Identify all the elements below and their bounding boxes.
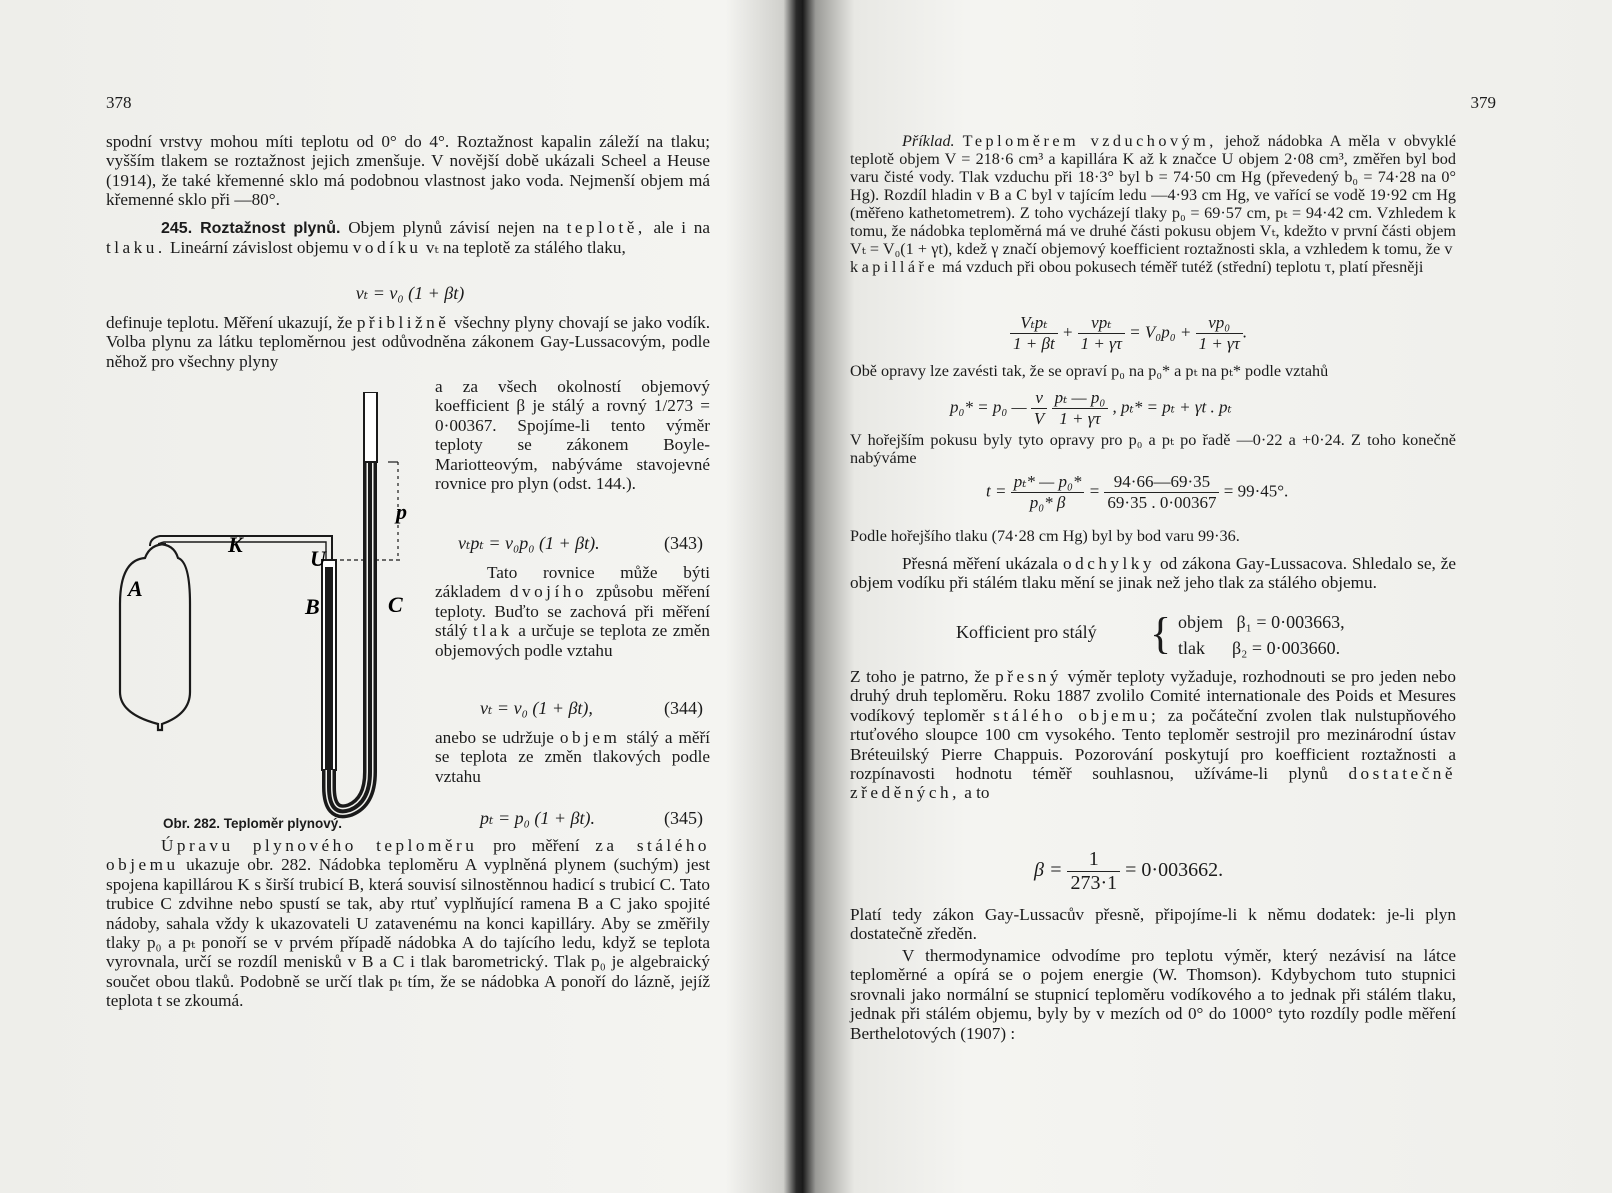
paragraph-apparatus: Úpravu plynového teploměru pro měření za stálého objemu ukazuje obr. 282. Nádobka teploměru A vyplněná plynem (suchým) jest spojena kapillárou K s širší trubicí B, která souvisí silnostěnnou hadicí s trubicí C. Tato trubice C zdvihne nebo spustí se tak, aby rtuť vyplňující ramena B a C jako spojité nádoby, sahala vždy k ukazovateli U zatavenému na konci kapilláry. Aby se změřily tlaky p₀ a pₜ ponoří se v prvém případě nádobka A do tajícího ledu, když se teplota vyrovnala, určí se rozdíl menisků v B a C i tlak barometrický. Tlak p₀ je algebraický součet obou tlaků. Podobně se určí tlak pₜ tím, že se nádobka A ponoří do lázně, jejíž teplota t se zkoumá.: [106, 836, 711, 1011]
gas-thermometer-drawing: [100, 392, 440, 832]
left-page: [0, 0, 790, 1193]
label-k: K: [228, 532, 243, 557]
equation-343: vₜpₜ = v₀p₀ (1 + βt).: [458, 533, 600, 553]
figure-caption: Obr. 282. Teploměr plynový.: [163, 816, 343, 831]
mercury-b: [325, 567, 333, 770]
page-number-left: 378: [106, 93, 132, 112]
equation-344-number: (344): [664, 698, 703, 718]
label-u: U: [310, 546, 326, 571]
label-b: B: [305, 594, 320, 619]
paragraph-example: Příklad. Teploměrem vzduchovým, jehož nádobka A měla v obvyklé teplotě objem V = 218·6 cm³ a kapillára K až k značce U objem 2·08 cm³, změřen byl bod varu čisté vody. Tlak vzduchu při 18·3° byl b = 74·50 cm Hg (převedený b₀ = 74·28 na 0° Hg). Rozdíl hladin v B a C byl v tajícím ledu —4·93 cm Hg, ve vařící se vodě 19·92 cm Hg (měřeno kathetometrem). Z toho vycházejí tlaky p₀ = 69·57 cm, pₜ = 94·42 cm. Vzhledem k tomu, že nádobka teploměrná má ve druhé části pokusu objem Vₜ, kdežto v první části objem Vₜ = V₀(1 + γt), kdež γ značí objemový koefficient roztažnosti skla, a vzhledem k tomu, že v kapilláře má vzduch při obou pokusech téměř tutéž (střední) teplotu τ, platí přesněji: [850, 132, 1457, 276]
paragraph-hydrogen-thermometer: Z toho je patrno, že přesný výměr teploty vyžaduje, rozhodnouti se pro jeden nebo druhý druh teploměru. Roku 1887 zvolilo Comité internationale des Poids et Mesures vodíkový teploměr stálého objemu; za počáteční zvolen tlak nulstupňového rtuťového sloupce 100 cm vysokého. Tento teploměr sestrojil pro mezinárodní ústav Bréteuilský Pierre Chappuis. Pozorování poskytují pro koefficient roztažnosti a rozpínavosti hodnotu téměř souhlasnou, užíváme-li plynů dostatečně zředěných, a to: [850, 667, 1457, 803]
coefficient-brace: {: [1150, 609, 1172, 658]
paragraph-deviations: Přesná měření ukázala odchylky od zákona Gay-Lussacova. Shledalo se, že objem vodíku při stálém tlaku mění se jinak než jeho tlak za stálého objemu.: [850, 554, 1457, 593]
paragraph-gay-lussac-law: Platí tedy zákon Gay-Lussacův přesně, připojíme-li k němu dodatek: je-li plyn dostatečně zředěn.: [850, 905, 1456, 944]
paragraph-coefficient: a za všech okolností objemový koefficient β je stálý a rovný 1/273 = 0·00367. Spojíme-li tento výměr teploty se zákonem Boyle-Mariotteovým, nabýváme stavojevné rovnice pro plyn (odst. 144.).: [435, 377, 710, 494]
paragraph-gas-expansion: 245. Roztažnost plynů. Objem plynů závisí nejen na teplotě, ale i na tlaku. Lineární závislost objemu vodíku vₜ na teplotě za stálého tlaku,: [106, 218, 711, 258]
figure-gas-thermometer: [100, 392, 440, 832]
paragraph-boiling-point: Podle hořejšího tlaku (74·28 cm Hg) byl by bod varu 99·36.: [850, 527, 1240, 545]
section-heading: 245. Roztažnost plynů.: [161, 220, 341, 237]
paragraph-upper-experiment: V hořejším pokusu byly tyto opravy pro p₀ a pₜ po řadě —0·22 a +0·24. Z toho konečně nabýváme: [850, 431, 1456, 467]
label-a: A: [128, 576, 143, 601]
equation-correction: $\frac{\text{Vₜpₜ}}{1 + \beta t}$ + $\frac{\text{vpₜ}}{1 + \gamma\tau}$ = V₀p₀ + $\frac{\text{vp₀}}{1 + \gamma\tau}$ .: [1010, 313, 1247, 354]
equation-343-number: (343): [664, 533, 703, 553]
equation-vt: vₜ = v₀ (1 + βt): [355, 283, 465, 303]
coefficient-row-volume: objem β₁ = 0·003663,: [1178, 612, 1345, 632]
paragraph-two-methods: Tato rovnice může býti základem dvojího způsobu měření teploty. Buďto se zachová při měření stálý tlak a určuje se teplota ze změn objemových podle vztahu: [435, 563, 710, 660]
label-p: p: [396, 499, 407, 524]
coefficient-row-pressure: tlak β₂ = 0·003660.: [1178, 638, 1341, 658]
equation-beta: β = $\frac{1}{273\cdot 1}$ = 0·003662.: [1034, 848, 1224, 894]
paragraph-constant-volume: anebo se udržuje objem stálý a měří se teplota ze změn tlakových podle vztahu: [435, 728, 711, 786]
paragraph-thermodynamics: V thermodynamice odvodíme pro teplotu výměr, který nezávisí na látce teploměrné a opírá se o pojem energie (W. Thomson). Kdybychom tuto stupnici srovnali jako normální se stupnicí teploměru vodíkového a to jednak při stálém tlaku, jednak při stálém objemu, byly by v mezích od 0° do 1000° tyto rozdíly podle měření Berthelotových (1907) :: [850, 946, 1456, 1043]
paragraph-definition: definuje teplotu. Měření ukazují, že přibližně všechny plyny chovají se jako vodík. Volba plynu za látku teploměrnou jest odůvodněna zákonem Gay-Lussacovým, podle něhož pro všechny plyny: [106, 313, 711, 371]
paragraph-liquids: spodní vrstvy mohou míti teplotu od 0° do 4°. Roztažnost kapalin záleží na tlaku; vyšším tlakem se roztažnost jejich zmenšuje. V novější době ukázali Scheel a Heuse (1914), že také křemenné sklo má podobnou vlastnost jako voda. Nejmenší objem má křemenné sklo při —80°.: [106, 132, 710, 210]
right-page: [810, 0, 1612, 1193]
equation-t-result: t = $\frac{\text{pₜ* — p₀*}}{\text{p₀* β}}$ = $\frac{94\cdot 66—69\cdot 35}{69\cdot 35 . 0\cdot 00367}$ = 99·45°.: [986, 472, 1289, 512]
coefficient-label: Kofficient pro stálý: [956, 622, 1097, 642]
bulb-a-outline: [120, 544, 190, 730]
equation-pstar: p₀* = p₀ — $\frac{v}{V}$ $\frac{\text{pₜ — p₀}}{1 + \gamma\tau}$ , pₜ* = pₜ + γt . pₜ: [950, 388, 1232, 428]
page-number-right: 379: [1470, 93, 1496, 112]
label-c: C: [388, 592, 403, 617]
equation-344: vₜ = v₀ (1 + βt),: [480, 698, 593, 718]
equation-345: pₜ = p₀ (1 + βt).: [480, 808, 595, 828]
paragraph-corrections: Obě opravy lze zavésti tak, že se opraví p₀ na p₀* a pₜ na pₜ* podle vztahů: [850, 362, 1329, 380]
tube-c: [364, 392, 377, 462]
equation-345-number: (345): [664, 808, 703, 828]
